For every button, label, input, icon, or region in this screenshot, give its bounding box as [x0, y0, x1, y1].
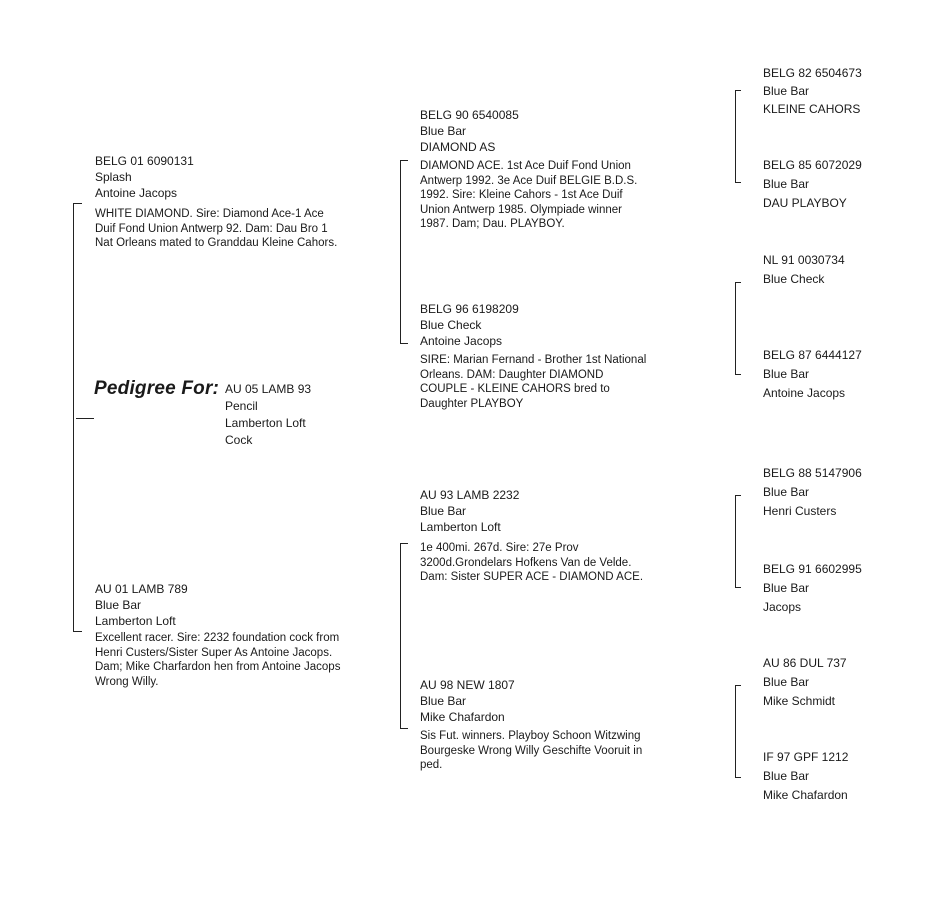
- dam-note: [95, 631, 340, 689]
- bracket-g1-top: [735, 90, 741, 91]
- sire-color: Splash: [95, 170, 132, 184]
- sire-sire-note-line: 1987. Dam; Dau. PLAYBOY.: [420, 218, 565, 230]
- bracket-g2-vertical: [735, 282, 736, 374]
- subject-bird: [225, 381, 311, 449]
- ancestor-ring: IF 97 GPF 1212: [763, 750, 849, 764]
- ancestor-card-7: [763, 654, 847, 711]
- ancestor-card-5: [763, 464, 862, 521]
- sire-sire-name: DIAMOND AS: [420, 140, 496, 154]
- bracket-g2-bottom: [735, 374, 741, 375]
- sire-dam-note-line: SIRE: Marian Fernand - Brother 1st National: [420, 354, 647, 366]
- dam-note-line: Wrong Willy.: [95, 675, 159, 688]
- ancestor-info: Henri Custers: [763, 504, 837, 518]
- bracket-g1-bottom: [735, 182, 741, 183]
- dam-ring: AU 01 LAMB 789: [95, 582, 188, 596]
- ancestor-card-3: [763, 251, 845, 289]
- ancestor-info: Antoine Jacops: [763, 386, 846, 400]
- dam-dam-ring: AU 98 NEW 1807: [420, 678, 515, 692]
- bracket-g3-top: [735, 495, 741, 496]
- sire-note-line: WHITE DIAMOND. Sire: Diamond Ace-1 Ace: [95, 208, 324, 220]
- ancestor-card-4: [763, 346, 862, 403]
- dam-sire-breeder: Lamberton Loft: [420, 520, 501, 534]
- sire-note-line: Duif Fond Union Antwerp 92. Dam: Dau Bro 1: [95, 222, 328, 235]
- ancestor-card-8: [763, 748, 848, 805]
- dam-dam-note: [420, 729, 642, 773]
- ancestor-ring: AU 86 DUL 737: [763, 656, 847, 670]
- ancestor-ring: BELG 88 5147906: [763, 466, 862, 480]
- sire-dam-card: [420, 301, 519, 349]
- dam-note-line: Dam; Mike Charfardon hen from Antoine Jacops: [95, 661, 341, 673]
- dam-sire-note-line: 1e 400mi. 267d. Sire: 27e Prov: [420, 542, 579, 554]
- dam-sire-note-line: 3200d.Grondelars Hofkens Van de Velde.: [420, 556, 632, 569]
- ancestor-color: Blue Bar: [763, 367, 810, 381]
- subject-loft: Lamberton Loft: [225, 416, 306, 430]
- sire-sire-ring: BELG 90 6540085: [420, 108, 519, 122]
- sire-sire-color: Blue Bar: [420, 124, 467, 138]
- dam-sire-card: [420, 487, 519, 535]
- dam-dam-note-line: Sis Fut. winners. Playboy Schoon Witzwing: [420, 730, 641, 742]
- sire-dam-ring: BELG 96 6198209: [420, 302, 519, 316]
- ancestor-info: Mike Chafardon: [763, 788, 848, 802]
- sire-dam-note-line: Orleans. DAM: Daughter DIAMOND: [420, 368, 604, 381]
- subject-ring: AU 05 LAMB 93: [225, 382, 312, 396]
- dam-sire-color: Blue Bar: [420, 504, 467, 518]
- ancestor-card-1: [763, 64, 862, 118]
- sire-sire-note-line: DIAMOND ACE. 1st Ace Duif Fond Union: [420, 160, 631, 172]
- ancestor-ring: NL 91 0030734: [763, 253, 845, 267]
- sire-dam-color: Blue Check: [420, 318, 482, 332]
- sire-sire-note-line: 1992. Sire: Kleine Cahors - 1st Ace Duif: [420, 189, 623, 201]
- subject-sex: Cock: [225, 433, 253, 447]
- sire-sire-note-line: Union Antwerp 1985. Olympiade winner: [420, 203, 623, 216]
- bracket-sire-bottom: [400, 343, 408, 344]
- sire-card: [95, 153, 194, 201]
- ancestor-ring: BELG 91 6602995: [763, 562, 862, 576]
- ancestor-color: Blue Bar: [763, 485, 810, 499]
- bracket-g4-bottom: [735, 777, 741, 778]
- bracket-main-bottom: [73, 631, 82, 632]
- bracket-g2-top: [735, 282, 741, 283]
- bracket-g1-vertical: [735, 90, 736, 182]
- sire-note: [95, 207, 337, 251]
- sire-dam-note-line: COUPLE - KLEINE CAHORS bred to: [420, 383, 610, 395]
- ancestor-info: Jacops: [763, 600, 802, 614]
- dam-dam-note-line: ped.: [420, 759, 443, 771]
- ancestor-color: Blue Bar: [763, 177, 810, 191]
- sire-sire-note-line: Antwerp 1992. 3e Ace Duif BELGIE B.D.S.: [420, 174, 638, 187]
- dam-card: [95, 581, 188, 629]
- ancestor-info: DAU PLAYBOY: [763, 196, 847, 210]
- subject-color: Pencil: [225, 399, 258, 413]
- sire-dam-breeder: Antoine Jacops: [420, 334, 503, 348]
- sire-breeder: Antoine Jacops: [95, 186, 178, 200]
- dam-sire-note-line: Dam: Sister SUPER ACE - DIAMOND ACE.: [420, 571, 644, 583]
- dam-dam-card: [420, 677, 515, 725]
- bracket-g4-top: [735, 685, 741, 686]
- dam-dam-color: Blue Bar: [420, 694, 467, 708]
- bracket-dam-bottom: [400, 728, 408, 729]
- bracket-g3-bottom: [735, 587, 741, 588]
- ancestor-color: Blue Bar: [763, 769, 810, 783]
- ancestor-info: KLEINE CAHORS: [763, 102, 861, 116]
- ancestor-color: Blue Bar: [763, 675, 810, 689]
- sire-dam-note: [420, 353, 646, 411]
- bracket-sire-vertical: [400, 160, 401, 343]
- ancestor-card-2: [763, 156, 862, 213]
- page-title: Pedigree For:: [94, 378, 220, 399]
- bracket-main-stub: [76, 418, 94, 419]
- dam-breeder: Lamberton Loft: [95, 614, 176, 628]
- ancestor-color: Blue Bar: [763, 581, 810, 595]
- bracket-dam-top: [400, 543, 408, 544]
- ancestor-info: Mike Schmidt: [763, 694, 836, 708]
- dam-sire-ring: AU 93 LAMB 2232: [420, 488, 520, 502]
- sire-dam-note-line: Daughter PLAYBOY: [420, 397, 524, 410]
- dam-note-line: Excellent racer. Sire: 2232 foundation cock from: [95, 632, 340, 644]
- dam-note-line: Henri Custers/Sister Super As Antoine Jacops.: [95, 646, 333, 659]
- ancestor-ring: BELG 87 6444127: [763, 348, 862, 362]
- dam-sire-note: [420, 541, 643, 585]
- bracket-g3-vertical: [735, 495, 736, 587]
- bracket-sire-top: [400, 160, 408, 161]
- dam-dam-note-line: Bourgeske Wrong Willy Geschifte Vooruit in: [420, 744, 643, 757]
- dam-dam-breeder: Mike Chafardon: [420, 710, 505, 724]
- sire-sire-card: [420, 107, 519, 155]
- bracket-dam-vertical: [400, 543, 401, 728]
- bracket-g4-vertical: [735, 685, 736, 777]
- ancestor-ring: BELG 85 6072029: [763, 158, 862, 172]
- sire-ring: BELG 01 6090131: [95, 154, 194, 168]
- ancestor-color: Blue Check: [763, 272, 825, 286]
- bracket-main-vertical: [73, 203, 74, 631]
- bracket-main-top: [73, 203, 82, 204]
- sire-note-line: Nat Orleans mated to Granddau Kleine Cahors.: [95, 237, 338, 249]
- ancestor-color: Blue Bar: [763, 84, 810, 98]
- dam-color: Blue Bar: [95, 598, 142, 612]
- ancestor-card-6: [763, 560, 862, 617]
- sire-sire-note: [420, 159, 637, 232]
- ancestor-ring: BELG 82 6504673: [763, 66, 862, 80]
